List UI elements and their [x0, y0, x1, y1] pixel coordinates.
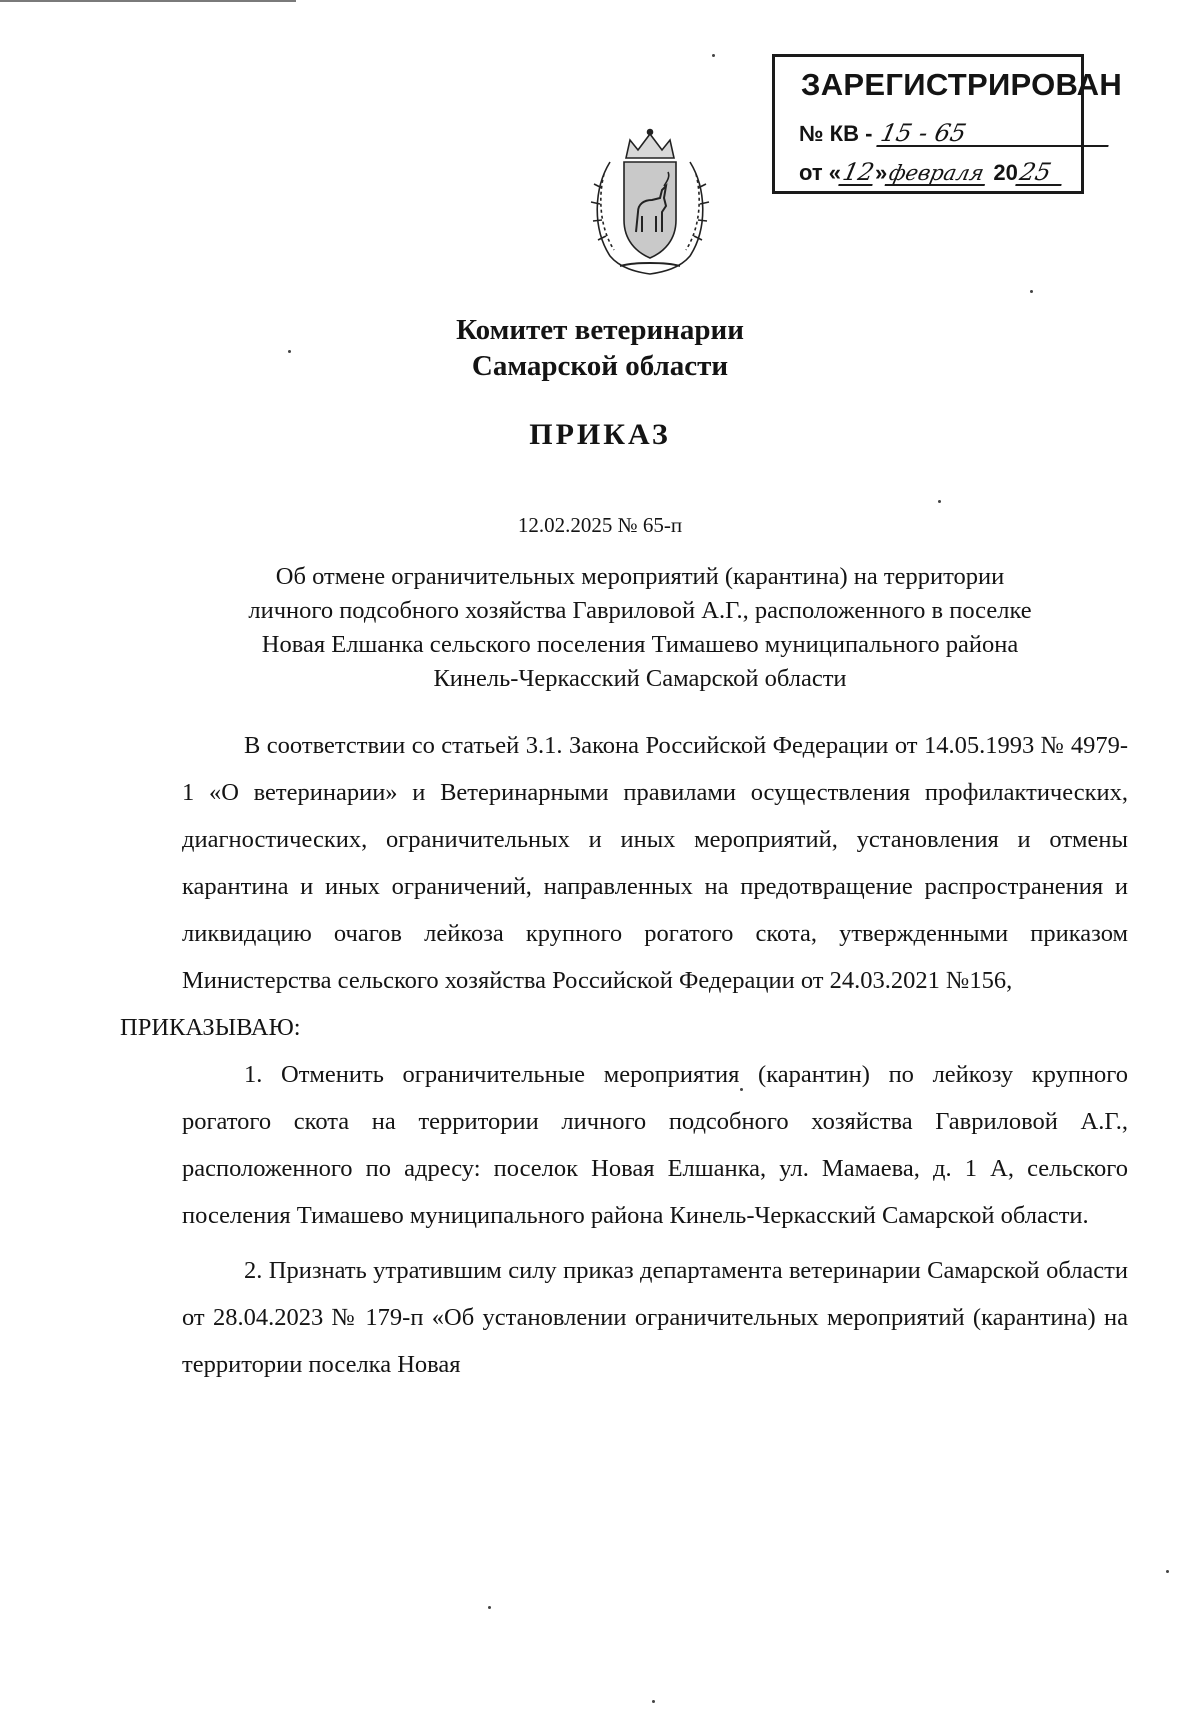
stamp-number-handwritten: 15 - 65 — [876, 121, 1114, 147]
order-subject-line: Об отмене ограничительных мероприятий (карантина) на территории — [275, 563, 1005, 590]
coat-of-arms-samara-icon — [580, 128, 720, 278]
scan-edge-line — [0, 0, 296, 2]
preamble-text: В соответствии со статьей 3.1. Закона Российской Федерации от 14.05.1993 № 4979-1 «О ветеринарии» и Ветеринарными правилами осуществления профилактических, диагностических, ограничительных и иных мероприятий, установления и отмены карантина и иных ограничений, направленных на предотвращение распространения и ликвидацию очагов лейкоза крупного рогатого скота, утвержденными приказом Министерства сельского хозяйства Российской Федерации от 24.03.2021 №156, — [182, 732, 1128, 994]
order-item-2: 2. Признать утратившим силу приказ департамента ветеринарии Самарской области от 28.04.2023 № 179-п «Об установлении ограничительных мероприятий (карантина) на территории поселка Новая — [182, 1257, 1128, 1378]
order-date-number: 12.02.2025 № 65-п — [517, 513, 683, 537]
scan-speck — [1166, 1570, 1169, 1573]
order-subject-line: личного подсобного хозяйства Гавриловой А.Г., расположенного в поселке — [248, 597, 1032, 624]
stamp-date-year-handwritten: 25 — [1015, 160, 1067, 186]
stamp-date-row — [799, 160, 1064, 186]
order-item-1: 1. Отменить ограничительные мероприятия (карантин) по лейкозу крупного рогатого скота на территории личного подсобного хозяйства Гавриловой А.Г., расположенного по адресу: поселок Новая Елшанка, ул. Мамаева, д. 1 А, сельского поселения Тимашево муниципального района Кинель-Черкасский Самарской области. — [182, 1061, 1128, 1229]
scan-speck — [1030, 290, 1033, 293]
preamble-paragraph — [120, 722, 1128, 1051]
stamp-date-prefix: от « — [799, 160, 842, 185]
order-subject-line: Новая Елшанка сельского поселения Тимашево муниципального района — [261, 631, 1019, 658]
document-type: ПРИКАЗ — [529, 418, 671, 451]
order-subject-line: Кинель-Черкасский Самарской области — [433, 665, 847, 692]
order-subject — [190, 560, 1090, 696]
order-body — [120, 722, 1128, 1388]
issuing-authority-line2: Самарской области — [471, 350, 729, 382]
stamp-title: ЗАРЕГИСТРИРОВАН — [801, 67, 1123, 102]
order-word: ПРИКАЗЫВАЮ: — [120, 1014, 301, 1041]
stamp-date-day-handwritten: 12 — [840, 158, 877, 186]
issuing-authority — [0, 312, 1200, 384]
registration-stamp — [772, 54, 1123, 194]
scan-speck — [288, 350, 291, 353]
stamp-date-mid: » — [875, 160, 888, 185]
stamp-date-year-prefix: 20 — [993, 160, 1018, 185]
stamp-date-month-handwritten: февраля — [885, 163, 990, 186]
scan-speck — [652, 1700, 655, 1703]
stamp-number-prefix: № КВ - — [799, 121, 873, 146]
scan-speck — [488, 1606, 491, 1609]
scan-speck — [712, 54, 715, 57]
scan-speck — [740, 1088, 743, 1091]
stamp-number-row — [799, 121, 1111, 147]
issuing-authority-line1: Комитет ветеринарии — [456, 314, 744, 346]
scan-speck — [938, 500, 941, 503]
